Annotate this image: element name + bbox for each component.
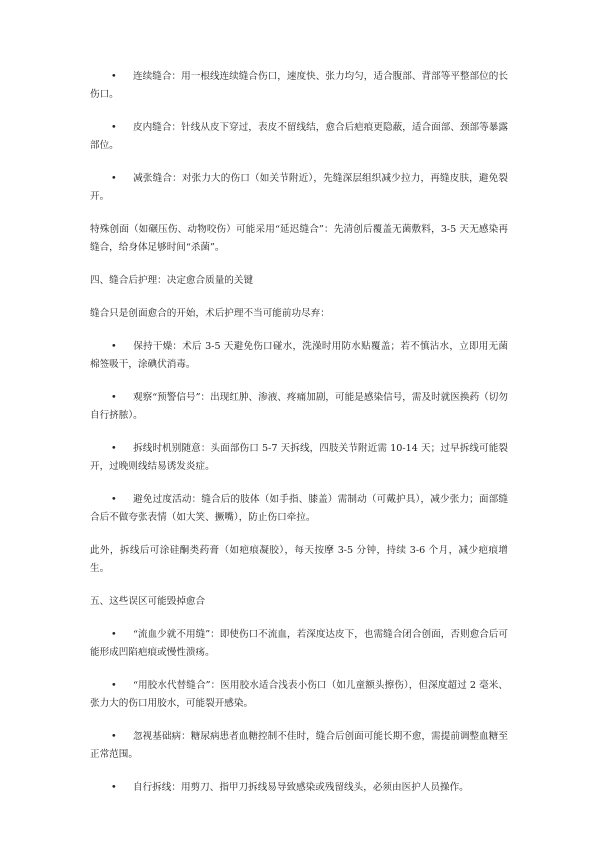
- bullet-myth-little-bleeding: [90, 626, 508, 662]
- paragraph-scar-care: 此外，拆线后可涂硅酮类药膏（如疤痕凝胶），每天按摩 3-5 分钟，持续 3-6 个月，减少疤痕增生。: [90, 545, 508, 574]
- bullet-dot: •: [111, 122, 117, 133]
- bullet-text: 避免过度活动：缝合后的肢体（如手指、膝盖）需制动（可戴护具），减少张力；面部缝合后不做夸张表情（如大笑、撅嘴），防止伤口牵拉。: [90, 494, 508, 523]
- bullet-text: “用胶水代替缝合”：医用胶水适合浅表小伤口（如儿童额头擦伤），但深度超过 2 毫米、张力大的伤口用胶水，可能裂开感染。: [90, 680, 508, 709]
- bullet-dot: •: [111, 71, 117, 82]
- bullet-dot: •: [111, 173, 117, 184]
- bullet-text: 观察“预警信号”：出现红肿、渗液、疼痛加剧，可能是感染信号，需及时就医换药（切勿自行挤脓）。: [90, 392, 508, 421]
- bullet-text: 自行拆线：用剪刀、指甲刀拆线易导致感染或残留线头，必须由医护人员操作。: [133, 782, 469, 793]
- bullet-dot: •: [111, 443, 117, 454]
- paragraph-aftercare-intro: 缝合只是创面愈合的开始，术后护理不当可能前功尽弃：: [90, 308, 330, 319]
- paragraph-delayed-suture: 特殊创面（如碾压伤、动物咬伤）可能采用“延迟缝合”：先清创后覆盖无菌敷料，3-5 天无感染再缝合，给身体足够时间“杀菌”。: [90, 224, 508, 253]
- bullet-avoid-activity: [90, 491, 508, 527]
- bullet-dot: •: [111, 494, 117, 505]
- bullet-dot: •: [111, 392, 117, 403]
- bullet-keep-dry: [90, 338, 508, 374]
- bullet-dot: •: [111, 341, 117, 352]
- bullet-myth-glue: [90, 677, 508, 713]
- bullet-stitch-removal-timing: [90, 440, 508, 476]
- bullet-text: 忽视基础病：糖尿病患者血糖控制不佳时，缝合后创面可能长期不愈，需提前调整血糖至正常范围。: [90, 731, 508, 760]
- bullet-text: 皮内缝合：针线从皮下穿过，表皮不留线结，愈合后疤痕更隐蔽，适合面部、颈部等暴露部位。: [90, 122, 508, 151]
- bullet-dot: •: [111, 782, 117, 793]
- section-heading-misconceptions: 五、这些误区可能毁掉愈合: [90, 596, 206, 607]
- bullet-intradermal-suture: [90, 119, 508, 155]
- bullet-text: “流血少就不用缝”：即使伤口不流血，若深度达皮下，也需缝合闭合创面，否则愈合后可能形成凹陷疤痕或慢性溃疡。: [90, 629, 508, 658]
- bullet-tension-suture: [90, 170, 508, 206]
- bullet-text: 拆线时机别随意：头面部伤口 5-7 天拆线，四肢关节附近需 10-14 天；过早拆线可能裂开，过晚则线结易诱发炎症。: [90, 443, 508, 472]
- bullet-warning-signs: [90, 389, 508, 425]
- bullet-dot: •: [111, 680, 117, 691]
- bullet-text: 减张缝合：对张力大的伤口（如关节附近），先缝深层组织减少拉力，再缝皮肤，避免裂开。: [90, 173, 508, 202]
- bullet-dot: •: [111, 731, 117, 742]
- document-body: [90, 68, 508, 812]
- bullet-myth-self-removal: [90, 779, 508, 797]
- section-heading-aftercare: 四、缝合后护理：决定愈合质量的关键: [90, 275, 254, 286]
- bullet-text: 连续缝合：用一根线连续缝合伤口，速度快、张力均匀，适合腹部、背部等平整部位的长伤口。: [90, 71, 508, 100]
- bullet-dot: •: [111, 629, 117, 640]
- bullet-myth-underlying-disease: [90, 728, 508, 764]
- bullet-text: 保持干燥：术后 3-5 天避免伤口碰水，洗澡时用防水贴覆盖；若不慎沾水，立即用无菌棉签吸干，涂碘伏消毒。: [90, 341, 508, 370]
- bullet-continuous-suture: [90, 68, 508, 104]
